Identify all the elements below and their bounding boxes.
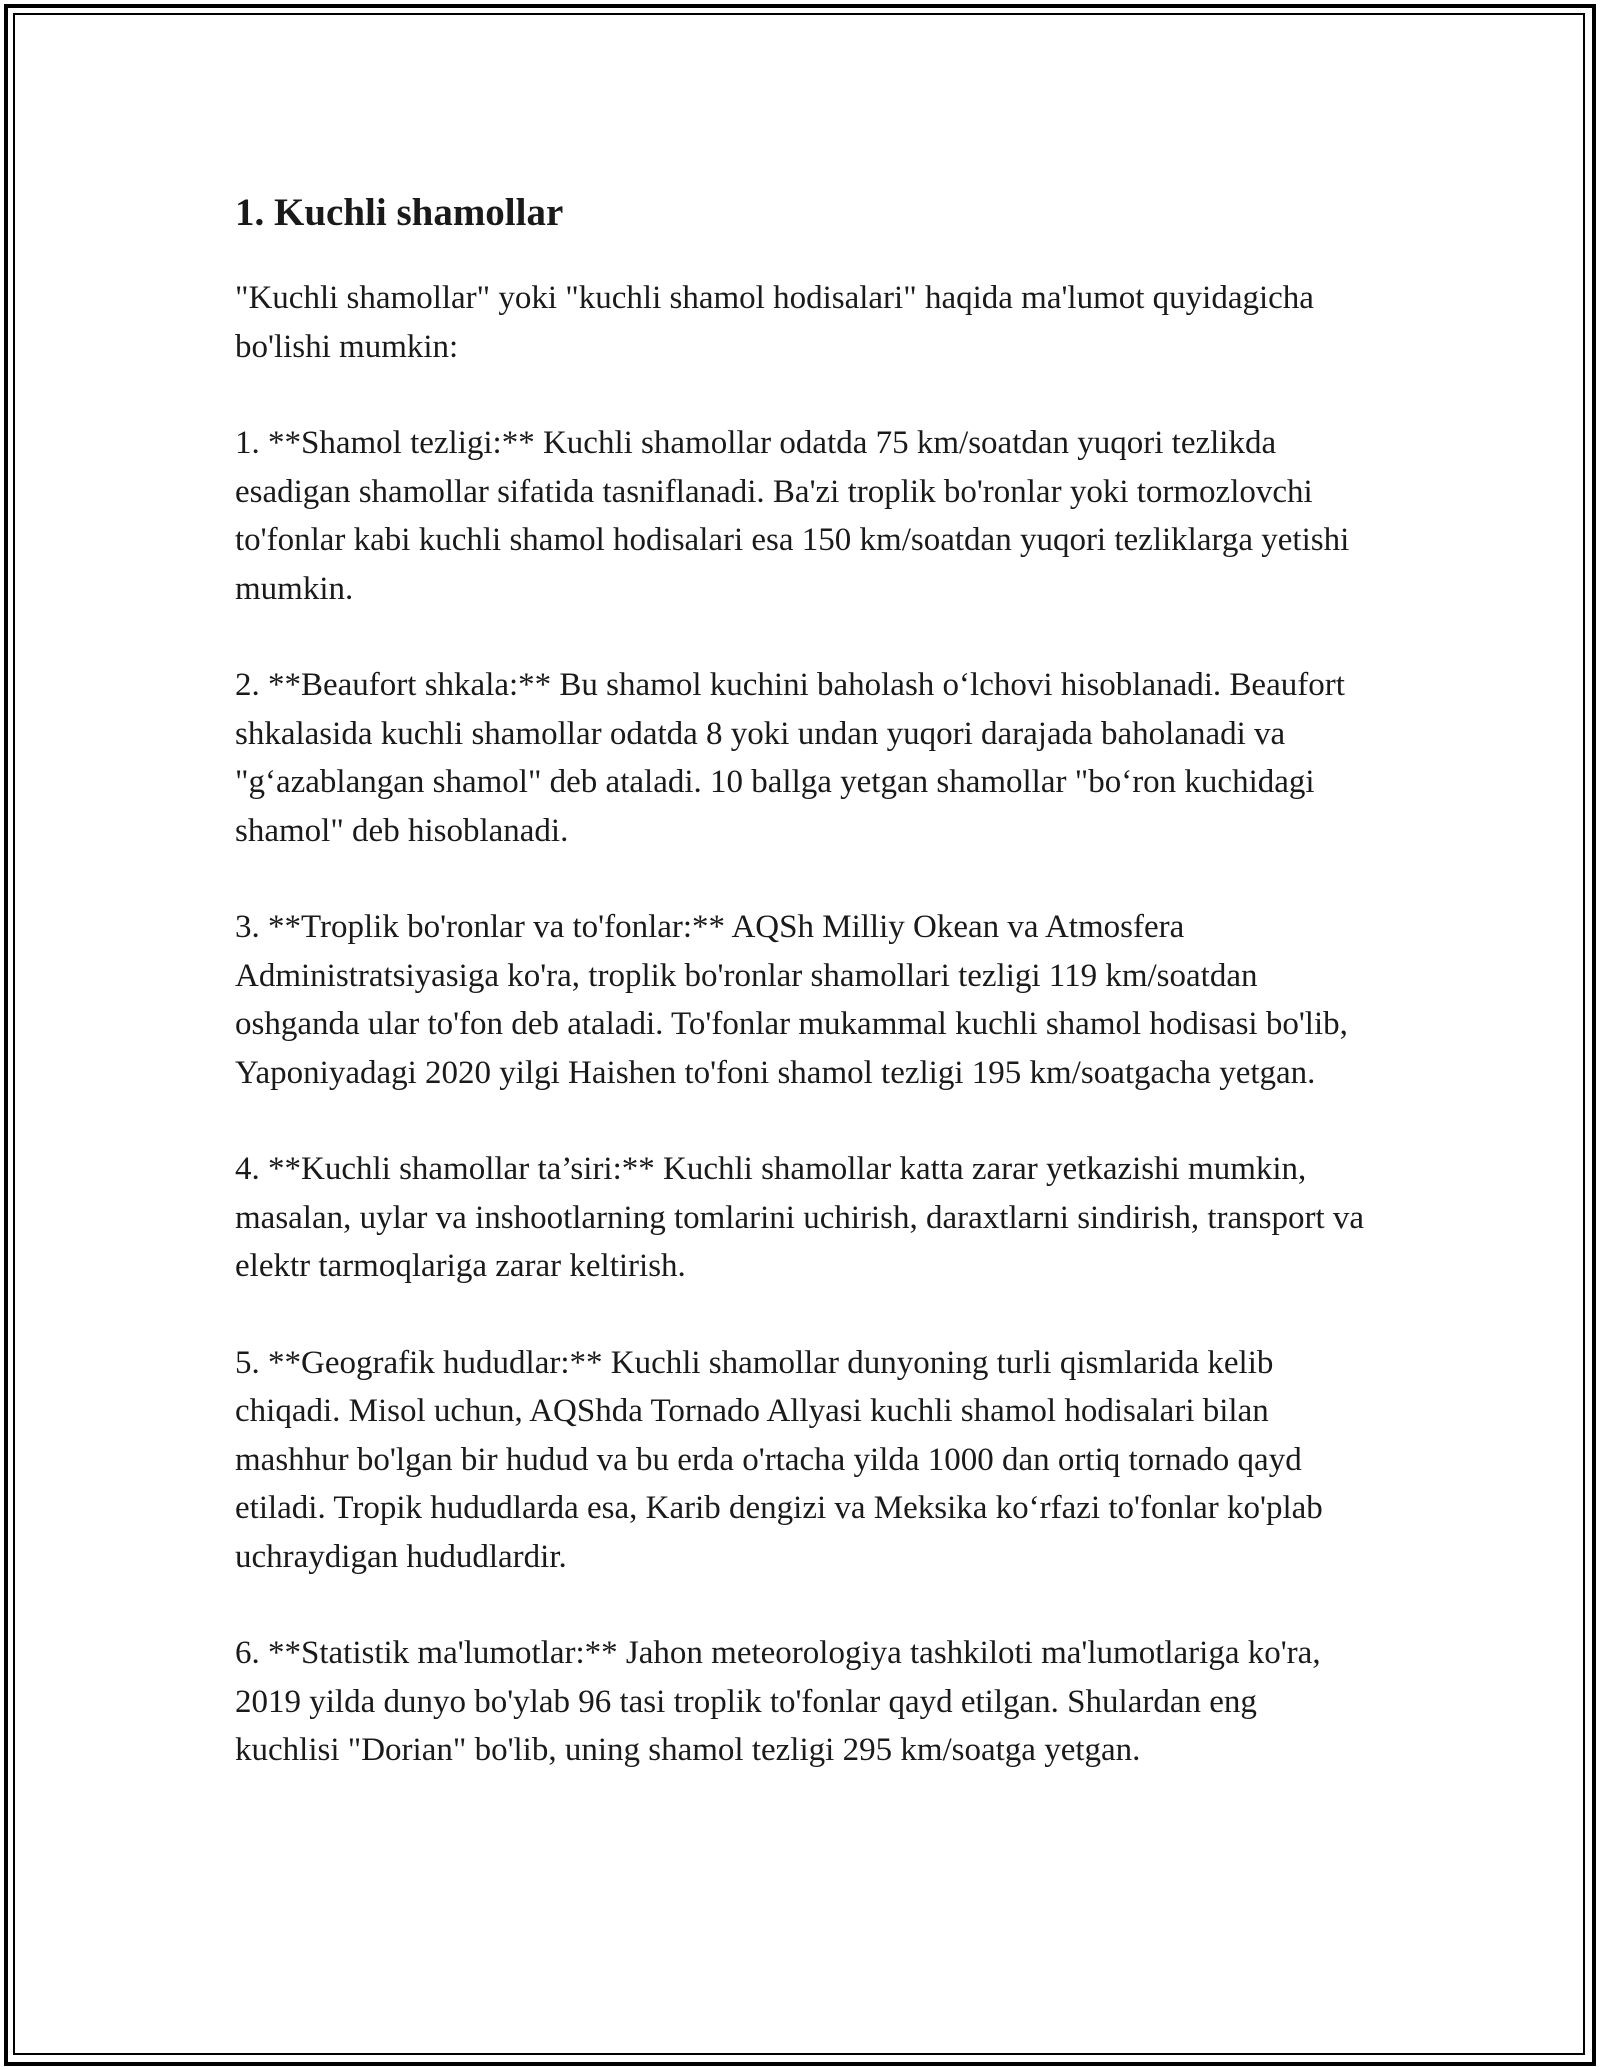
item-beaufort-scale: 2. **Beaufort shkala:** Bu shamol kuchini baholash o‘lchovi hisoblanadi. Beaufort shkalasida kuchli shamollar odatda 8 yoki undan yuqori darajada baholanadi va "g‘azablangan shamol" deb ataladi. 10 ballga yetgan shamollar "bo‘ron kuchidagi shamol" deb hisoblanadi. (235, 667, 1345, 849)
intro-paragraph: "Kuchli shamollar" yoki "kuchli shamol hodisalari" haqida ma'lumot quyidagicha bo'lishi mumkin: (235, 280, 1314, 365)
document-title: 1. Kuchli shamollar (235, 191, 564, 234)
item-geographic-regions: 5. **Geografik hududlar:** Kuchli shamollar dunyoning turli qismlarida kelib chiqadi. Misol uchun, AQShda Tornado Allyasi kuchli shamol hodisalari bilan mashhur bo'lgan bir hudud va bu erda o'rtacha yilda 1000 dan ortiq tornado qayd etiladi. Tropik hududlarda esa, Karib dengizi va Meksika ko‘rfazi to'fonlar ko'plab uchraydigan hududlardir. (235, 1344, 1323, 1575)
item-wind-impact: 4. **Kuchli shamollar ta’siri:** Kuchli shamollar katta zarar yetkazishi mumkin, masalan, uylar va inshootlarning tomlarini uchirish, daraxtlarni sindirish, transport va elektr tarmoqlariga zarar keltirish. (235, 1151, 1365, 1284)
item-tropical-storms: 3. **Troplik bo'ronlar va to'fonlar:** AQSh Milliy Okean va Atmosfera Administratsiyasiga ko'ra, troplik bo'ronlar shamollari tezligi 119 km/soatdan oshganda ular to'fon deb ataladi. To'fonlar mukammal kuchli shamol hodisasi bo'lib, Yaponiyadagi 2020 yilgi Haishen to'foni shamol tezligi 195 km/soatgacha yetgan. (235, 909, 1348, 1091)
item-statistics: 6. **Statistik ma'lumotlar:** Jahon meteorologiya tashkiloti ma'lumotlariga ko'ra, 2019 yilda dunyo bo'ylab 96 tasi troplik to'fonlar qayd etilgan. Shulardan eng kuchlisi "Dorian" bo'lib, uning shamol tezligi 295 km/soatga yetgan. (235, 1635, 1321, 1768)
item-wind-speed: 1. **Shamol tezligi:** Kuchli shamollar odatda 75 km/soatdan yuqori tezlikda esadigan shamollar sifatida tasniflanadi. Ba'zi troplik bo'ronlar yoki tormozlovchi to'fonlar kabi kuchli shamol hodisalari esa 150 km/soatdan yuqori tezliklarga yetishi mumkin. (235, 425, 1350, 607)
document-body (235, 186, 1365, 1823)
